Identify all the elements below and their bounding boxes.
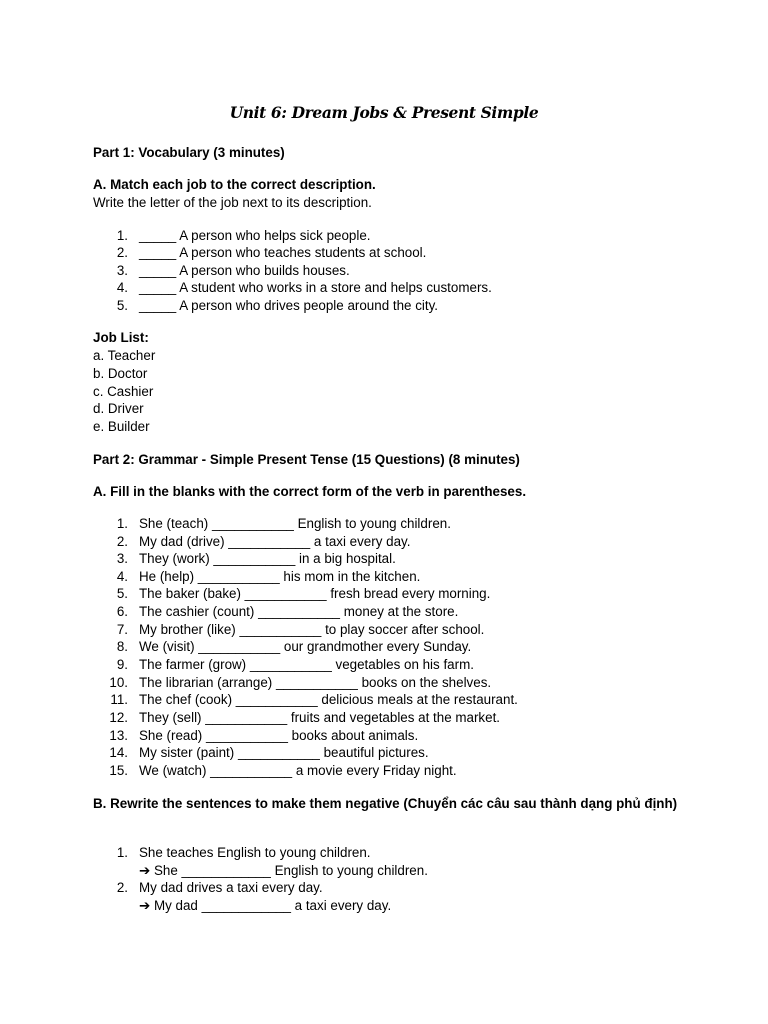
vocab-item: _____ A student who works in a store and helps customers. <box>139 280 492 295</box>
negative-item-sentence: She teaches English to young children. <box>139 845 371 860</box>
grammar-item-number: 1. <box>116 516 128 531</box>
grammar-item: We (watch) ___________ a movie every Friday night. <box>139 763 457 778</box>
grammar-item: The cashier (count) ___________ money at the store. <box>139 604 459 619</box>
grammar-item: She (teach) ___________ English to young children. <box>139 516 451 531</box>
vocab-item-number: 5. <box>116 298 128 313</box>
vocab-item: _____ A person who helps sick people. <box>139 228 371 243</box>
grammar-item-number: 10. <box>109 675 128 690</box>
job-list-item: a. Teacher <box>93 348 156 363</box>
vocab-item-number: 3. <box>116 263 128 278</box>
grammar-item: The farmer (grow) ___________ vegetables on his farm. <box>139 657 474 672</box>
grammar-item: The baker (bake) ___________ fresh bread every morning. <box>139 586 491 601</box>
grammar-item: We (visit) ___________ our grandmother every Sunday. <box>139 639 472 654</box>
part2-section-a-heading: A. Fill in the blanks with the correct form of the verb in parentheses. <box>93 484 527 499</box>
vocab-item-number: 1. <box>116 228 128 243</box>
vocab-item-number: 2. <box>116 245 128 260</box>
part2-heading: Part 2: Grammar - Simple Present Tense (15 Questions) (8 minutes) <box>93 452 520 467</box>
grammar-item-number: 8. <box>116 639 128 654</box>
grammar-item-number: 4. <box>116 569 128 584</box>
grammar-item-number: 7. <box>116 622 128 637</box>
grammar-item: He (help) ___________ his mom in the kitchen. <box>139 569 421 584</box>
grammar-item-number: 12. <box>109 710 128 725</box>
worksheet-title: Unit 6: Dream Jobs & Present Simple <box>229 103 539 122</box>
grammar-item-number: 9. <box>116 657 128 672</box>
negative-item-number: 1. <box>116 845 128 860</box>
grammar-item-number: 3. <box>116 551 128 566</box>
grammar-item-number: 11. <box>110 692 128 707</box>
job-list-heading: Job List: <box>93 330 149 345</box>
grammar-item: My sister (paint) ___________ beautiful pictures. <box>139 745 429 760</box>
job-list-item: d. Driver <box>93 401 144 416</box>
part2-section-b-heading: B. Rewrite the sentences to make them negative (Chuyển các câu sau thành dạng phủ định) <box>93 796 678 811</box>
part1-heading: Part 1: Vocabulary (3 minutes) <box>93 145 285 160</box>
grammar-item-number: 13. <box>109 728 128 743</box>
grammar-item: They (work) ___________ in a big hospital. <box>139 551 396 566</box>
job-list-item: b. Doctor <box>93 366 148 381</box>
grammar-item: My dad (drive) ___________ a taxi every day. <box>139 534 411 549</box>
grammar-item-number: 14. <box>109 745 128 760</box>
negative-item-number: 2. <box>116 880 128 895</box>
grammar-item-number: 6. <box>116 604 128 619</box>
grammar-item: The librarian (arrange) ___________ books on the shelves. <box>139 675 492 690</box>
vocab-item: _____ A person who teaches students at school. <box>139 245 427 260</box>
grammar-item: The chef (cook) ___________ delicious meals at the restaurant. <box>139 692 518 707</box>
part1-section-a-heading: A. Match each job to the correct description. <box>93 177 376 192</box>
job-list-item: c. Cashier <box>93 384 154 399</box>
negative-item-answer: ➔ She ____________ English to young children. <box>139 863 428 878</box>
vocab-item: _____ A person who drives people around the city. <box>139 298 439 313</box>
negative-item-sentence: My dad drives a taxi every day. <box>139 880 323 895</box>
grammar-item: They (sell) ___________ fruits and vegetables at the market. <box>139 710 501 725</box>
grammar-item-number: 15. <box>109 763 128 778</box>
vocab-item-number: 4. <box>116 280 128 295</box>
grammar-item-number: 2. <box>116 534 128 549</box>
vocab-item: _____ A person who builds houses. <box>139 263 350 278</box>
part1-section-a-instruction: Write the letter of the job next to its description. <box>93 195 372 210</box>
job-list-item: e. Builder <box>93 419 150 434</box>
grammar-item: She (read) ___________ books about animals. <box>139 728 419 743</box>
grammar-item-number: 5. <box>116 586 128 601</box>
grammar-item: My brother (like) ___________ to play soccer after school. <box>139 622 485 637</box>
negative-item-answer: ➔ My dad ____________ a taxi every day. <box>139 898 392 913</box>
